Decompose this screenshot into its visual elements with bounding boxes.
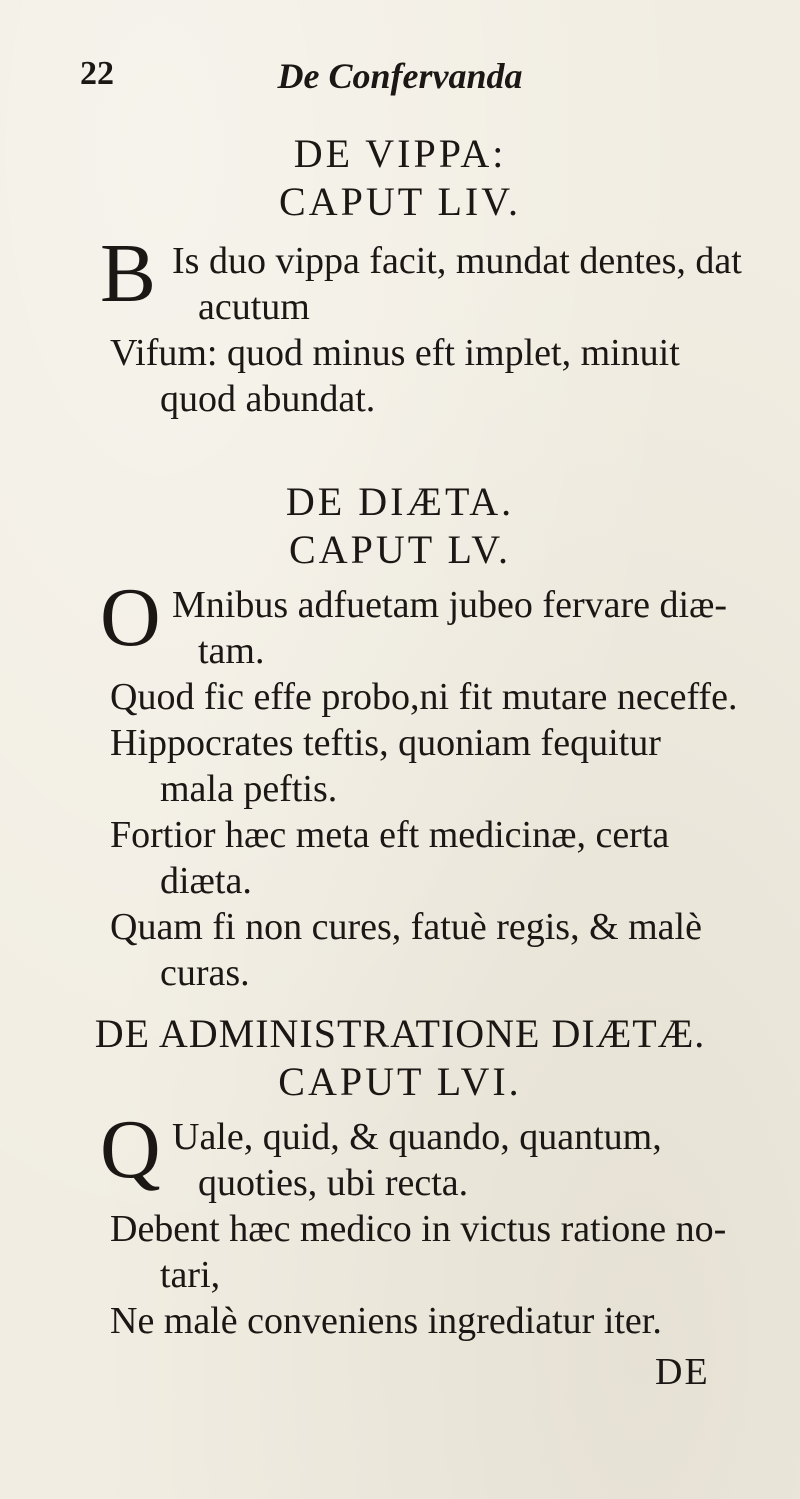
verse — [0, 720, 800, 812]
verse-line-continued: tam. — [198, 630, 265, 672]
running-title: De Confervanda — [277, 56, 523, 96]
section-heading: DE DIÆTA. — [285, 479, 515, 524]
verse-line-continued: quoties, ubi recta. — [198, 1162, 469, 1204]
verse-line-continued: tari, — [160, 1254, 221, 1296]
verse-line: Ne malè conveniens ingrediatur iter. — [110, 1300, 662, 1342]
verse — [0, 227, 800, 330]
verse — [0, 571, 800, 674]
verse-line: Debent hæc medico in victus ratione no- — [110, 1208, 727, 1250]
verse — [0, 1298, 800, 1344]
verse-line: Is duo vippa facit, mundat dentes, dat — [172, 240, 742, 282]
verse — [0, 812, 800, 904]
verse-line: Fortior hæc meta eft medicinæ, certa — [110, 814, 670, 856]
section-de-diaeta — [0, 478, 800, 996]
section-de-administratione — [0, 1010, 800, 1344]
section-de-vippa — [0, 130, 800, 422]
verse-line: Uale, quid, & quando, quantum, — [172, 1116, 662, 1158]
drop-cap: O — [100, 571, 161, 664]
verse-line: Vifum: quod minus eft implet, minuit — [110, 332, 680, 374]
section-heading: DE VIPPA: — [293, 131, 507, 176]
page-number: 22 — [80, 55, 114, 92]
verse-line-continued: diæta. — [160, 860, 252, 902]
running-head — [0, 55, 800, 105]
verse — [0, 904, 800, 996]
section-caput: CAPUT LIV. — [279, 179, 521, 224]
verse — [0, 1206, 800, 1298]
section-caput: CAPUT LVI. — [278, 1059, 522, 1104]
verse-line: Quam fi non cures, fatuè regis, & malè — [110, 906, 702, 948]
verse-line: Mnibus adfuetam jubeo fervare diæ- — [172, 584, 728, 626]
verse — [0, 330, 800, 422]
drop-cap: B — [100, 227, 157, 320]
section-heading: DE ADMINISTRATIONE DIÆTÆ. — [94, 1011, 706, 1056]
verse-line-continued: mala peftis. — [160, 768, 338, 810]
verse-line: Hippocrates teftis, quoniam fequitur — [110, 722, 661, 764]
verse-line-continued: quod abundat. — [160, 378, 376, 420]
verse-line-continued: acutum — [198, 286, 310, 328]
verse — [0, 674, 800, 720]
drop-cap: Q — [100, 1103, 161, 1196]
verse-line-continued: curas. — [160, 952, 250, 994]
verse — [0, 1103, 800, 1206]
section-caput: CAPUT LV. — [289, 527, 511, 572]
verse-line: Quod fic effe probo,ni fit mutare neceffe. — [110, 676, 738, 718]
catchword: DE — [655, 1351, 710, 1393]
